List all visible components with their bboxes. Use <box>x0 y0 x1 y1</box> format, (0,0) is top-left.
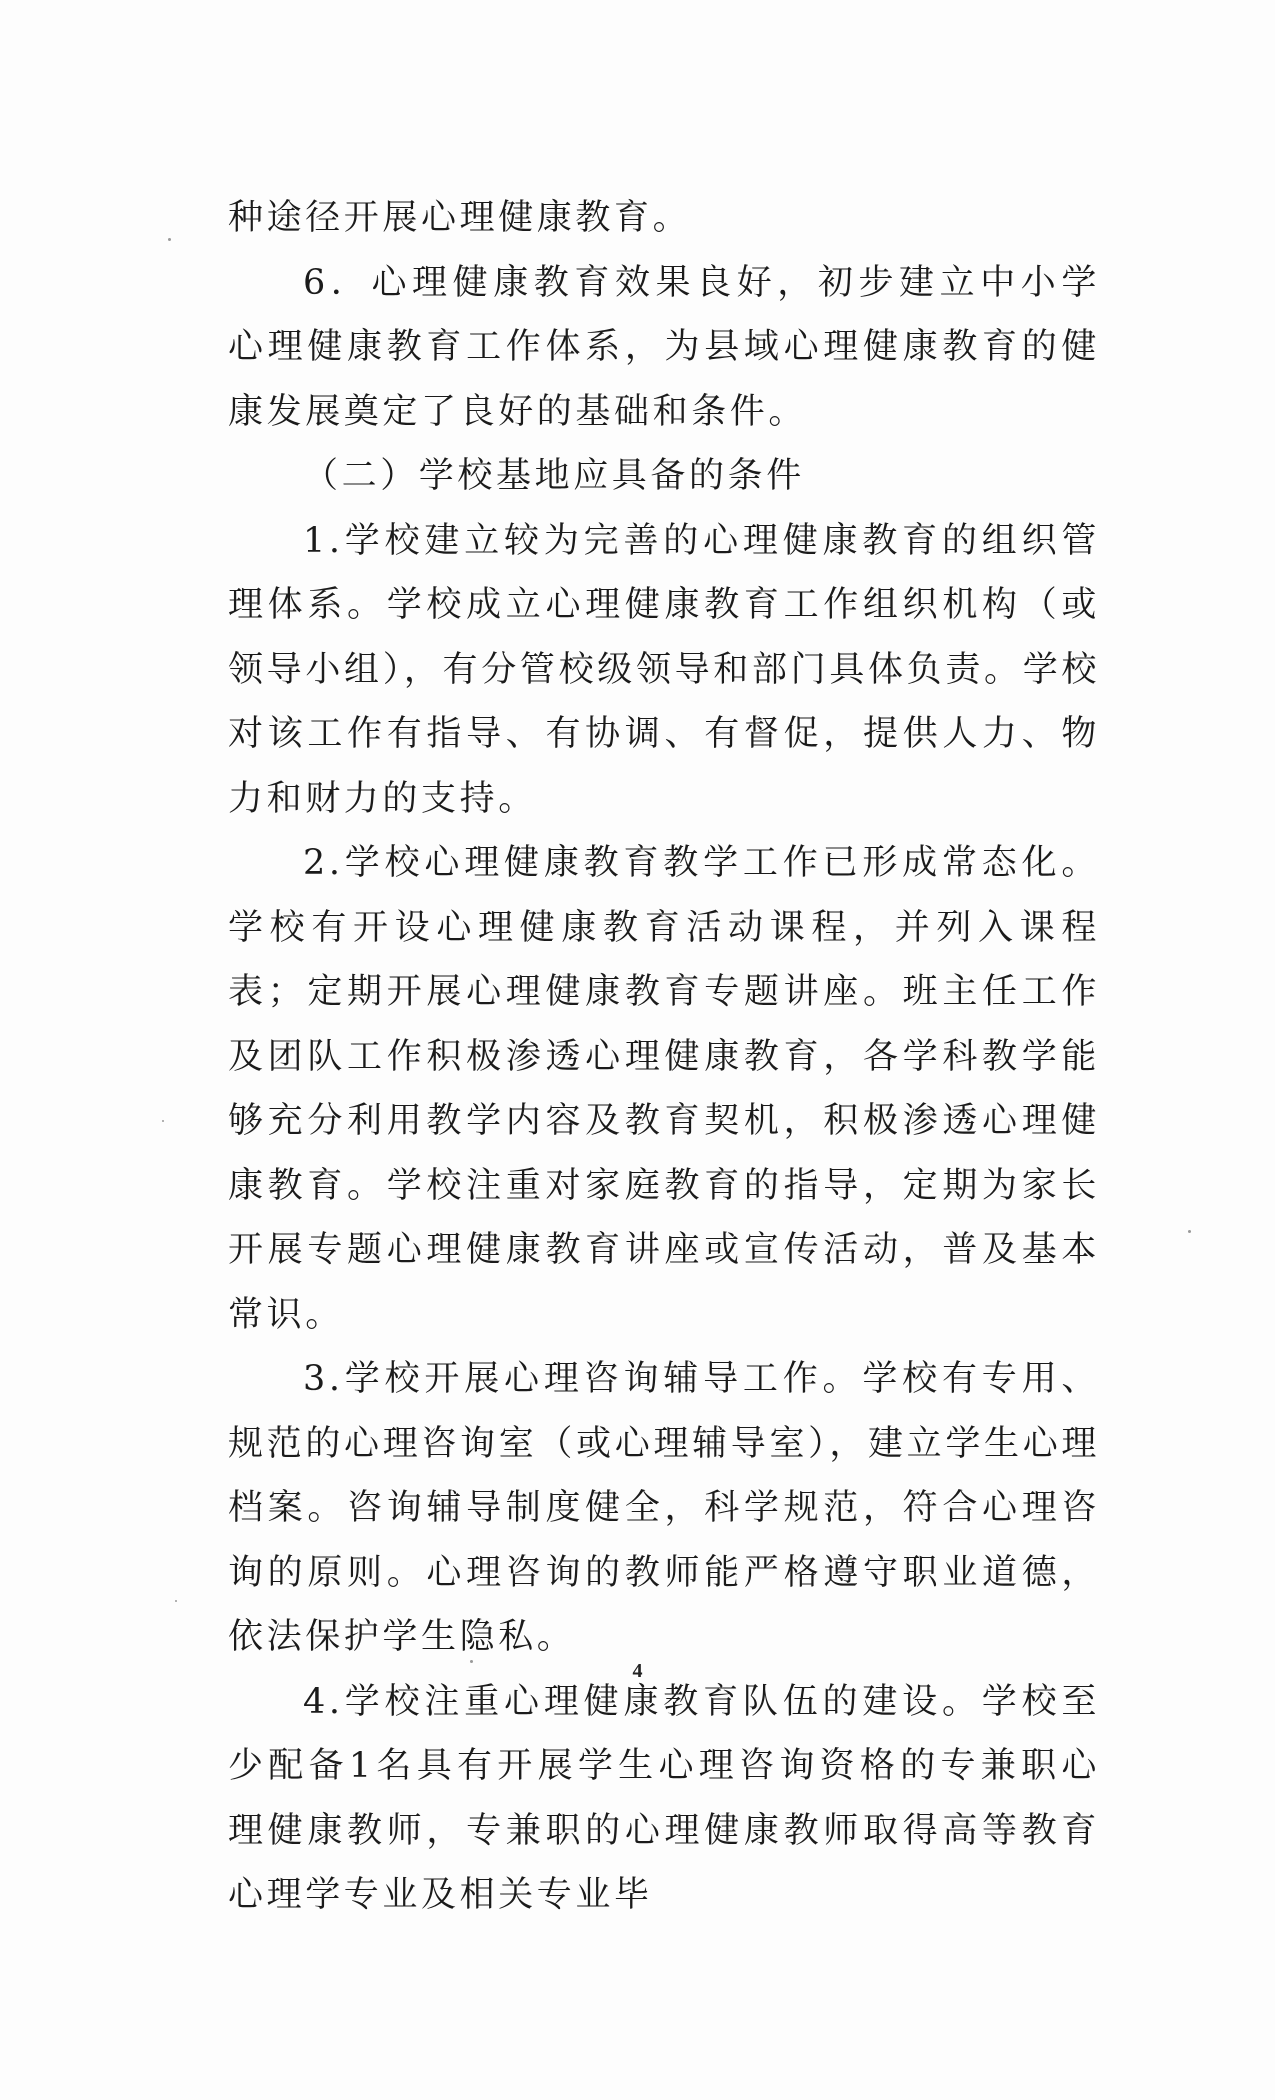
scan-speck <box>175 1600 177 1602</box>
scan-speck <box>162 1120 164 1122</box>
paragraph-item-3: 3.学校开展心理咨询辅导工作。学校有专用、规范的心理咨询室（或心理辅导室），建立学生心理档案。咨询辅导制度健全，科学规范，符合心理咨询的原则。心理咨询的教师能严格遵守职业道德，依法保护学生隐私。 <box>228 1359 1100 1657</box>
scan-speck <box>470 1660 473 1663</box>
paragraph-item-4: 4.学校注重心理健康教育队伍的建设。学校至少配备1名具有开展学生心理咨询资格的专兼职心理健康教师，专兼职的心理健康教师取得高等教育心理学专业及相关专业毕 <box>228 1681 1100 1915</box>
page-number: 4 <box>632 1660 643 1682</box>
paragraph-item-2: 2.学校心理健康教育教学工作已形成常态化。学校有开设心理健康教育活动课程，并列入课程表；定期开展心理健康教育专题讲座。班主任工作及团队工作积极渗透心理健康教育，各学科教学能够充分利用教学内容及教育契机，积极渗透心理健康教育。学校注重对家庭教育的指导，定期为家长开展专题心理健康教育讲座或宣传活动，普及基本常识。 <box>228 843 1100 1335</box>
paragraph-item-6: 6．心理健康教育效果良好，初步建立中小学心理健康教育工作体系，为县域心理健康教育的健康发展奠定了良好的基础和条件。 <box>228 262 1100 432</box>
paragraph-continuation: 种途径开展心理健康教育。 <box>228 198 692 238</box>
scan-speck <box>168 238 171 241</box>
paragraph-item-1: 1.学校建立较为完善的心理健康教育的组织管理体系。学校成立心理健康教育工作组织机构（或领导小组），有分管校级领导和部门具体负责。学校对该工作有指导、有协调、有督促，提供人力、物力和财力的支持。 <box>228 520 1100 819</box>
scan-speck <box>1188 1230 1191 1233</box>
section-heading: （二）学校基地应具备的条件 <box>303 456 805 496</box>
